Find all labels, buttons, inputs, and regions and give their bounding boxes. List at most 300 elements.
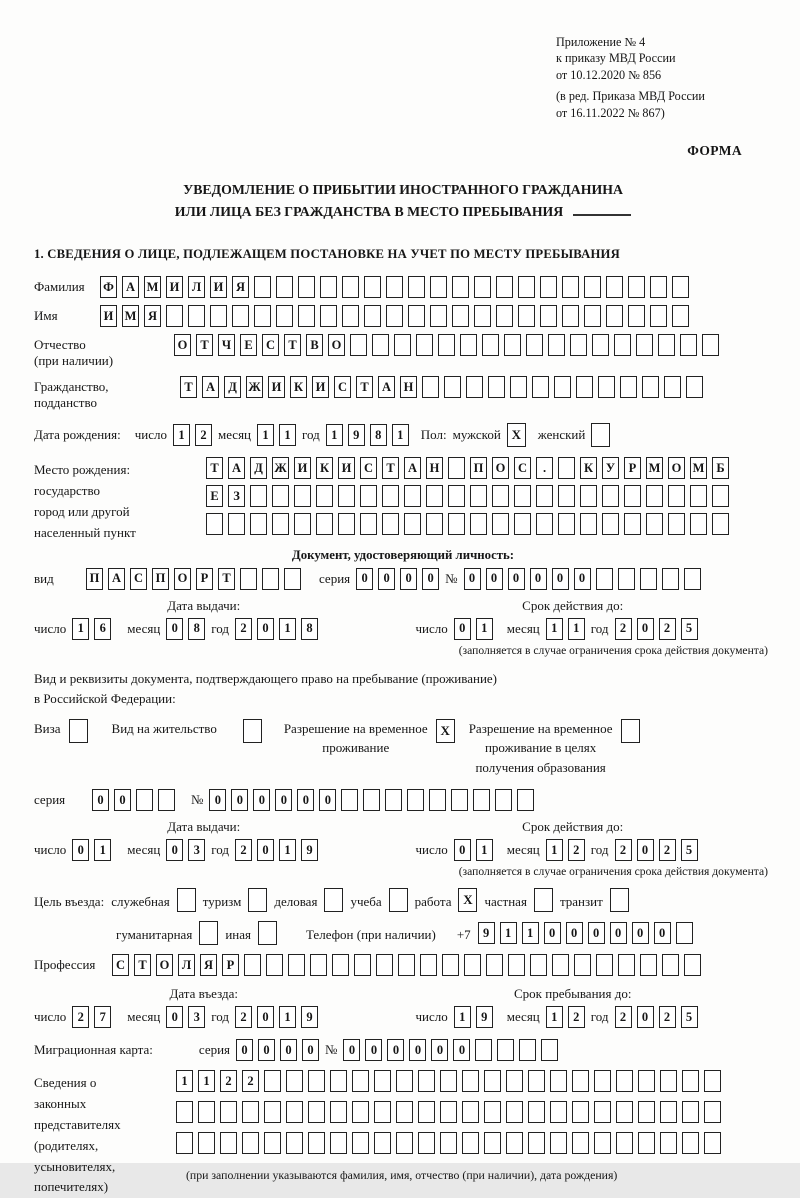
char-cell[interactable] xyxy=(662,568,679,590)
char-cell[interactable] xyxy=(254,305,271,327)
char-cell[interactable] xyxy=(228,513,245,535)
char-cell[interactable] xyxy=(288,954,305,976)
char-cell[interactable] xyxy=(422,376,439,398)
char-cell[interactable] xyxy=(254,276,271,298)
char-cell[interactable]: 1 xyxy=(454,1006,471,1028)
char-cell[interactable] xyxy=(440,1132,457,1154)
char-cell[interactable] xyxy=(558,513,575,535)
char-cell[interactable] xyxy=(576,376,593,398)
char-cell[interactable] xyxy=(363,789,380,811)
char-cell[interactable] xyxy=(264,1132,281,1154)
char-cell[interactable] xyxy=(638,1101,655,1123)
char-cell[interactable] xyxy=(536,513,553,535)
char-cell[interactable]: 1 xyxy=(568,618,585,640)
char-cell[interactable]: 2 xyxy=(195,424,212,446)
char-cell[interactable]: С xyxy=(112,954,129,976)
char-cell[interactable] xyxy=(452,305,469,327)
char-cell[interactable] xyxy=(570,334,587,356)
char-cell[interactable]: 0 xyxy=(637,618,654,640)
char-cell[interactable]: 2 xyxy=(659,618,676,640)
char-cell[interactable] xyxy=(451,789,468,811)
char-cell[interactable]: В xyxy=(306,334,323,356)
char-cell[interactable] xyxy=(376,954,393,976)
char-cell[interactable]: 2 xyxy=(235,839,252,861)
char-cell[interactable] xyxy=(658,334,675,356)
char-cell[interactable] xyxy=(506,1132,523,1154)
char-cell[interactable] xyxy=(352,1070,369,1092)
char-cell[interactable]: С xyxy=(514,457,531,479)
char-cell[interactable]: 0 xyxy=(280,1039,297,1061)
char-cell[interactable] xyxy=(386,276,403,298)
char-cell[interactable] xyxy=(636,334,653,356)
char-cell[interactable]: 0 xyxy=(464,568,481,590)
purpose-study-checkbox[interactable] xyxy=(389,888,408,912)
char-cell[interactable]: 2 xyxy=(659,839,676,861)
char-cell[interactable] xyxy=(374,1101,391,1123)
char-cell[interactable] xyxy=(664,376,681,398)
char-cell[interactable] xyxy=(672,305,689,327)
char-cell[interactable] xyxy=(646,485,663,507)
char-cell[interactable] xyxy=(614,334,631,356)
char-cell[interactable]: 5 xyxy=(681,839,698,861)
char-cell[interactable]: 9 xyxy=(478,922,495,944)
char-cell[interactable] xyxy=(492,513,509,535)
char-cell[interactable] xyxy=(514,513,531,535)
char-cell[interactable]: 1 xyxy=(279,839,296,861)
char-cell[interactable] xyxy=(474,305,491,327)
char-cell[interactable] xyxy=(492,485,509,507)
char-cell[interactable] xyxy=(338,485,355,507)
char-cell[interactable]: А xyxy=(202,376,219,398)
char-cell[interactable] xyxy=(330,1070,347,1092)
char-cell[interactable] xyxy=(284,568,301,590)
char-cell[interactable]: 0 xyxy=(114,789,131,811)
char-cell[interactable] xyxy=(580,513,597,535)
char-cell[interactable] xyxy=(510,376,527,398)
char-cell[interactable]: 0 xyxy=(275,789,292,811)
char-cell[interactable] xyxy=(596,954,613,976)
char-cell[interactable]: Р xyxy=(196,568,213,590)
char-cell[interactable] xyxy=(452,276,469,298)
char-cell[interactable] xyxy=(266,954,283,976)
char-cell[interactable] xyxy=(528,1132,545,1154)
char-cell[interactable] xyxy=(640,568,657,590)
char-cell[interactable] xyxy=(294,513,311,535)
char-cell[interactable]: 0 xyxy=(453,1039,470,1061)
char-cell[interactable]: 1 xyxy=(173,424,190,446)
char-cell[interactable]: О xyxy=(156,954,173,976)
char-cell[interactable] xyxy=(286,1132,303,1154)
char-cell[interactable]: 0 xyxy=(297,789,314,811)
char-cell[interactable] xyxy=(562,305,579,327)
char-cell[interactable]: 1 xyxy=(279,618,296,640)
char-cell[interactable] xyxy=(552,954,569,976)
char-cell[interactable]: 8 xyxy=(188,618,205,640)
char-cell[interactable] xyxy=(558,457,575,479)
sex-male-checkbox[interactable]: X xyxy=(507,423,526,447)
char-cell[interactable]: 3 xyxy=(188,839,205,861)
char-cell[interactable] xyxy=(475,1039,492,1061)
char-cell[interactable] xyxy=(364,305,381,327)
char-cell[interactable]: 0 xyxy=(92,789,109,811)
char-cell[interactable] xyxy=(624,485,641,507)
char-cell[interactable]: З xyxy=(228,485,245,507)
char-cell[interactable]: 1 xyxy=(500,922,517,944)
char-cell[interactable]: О xyxy=(174,568,191,590)
char-cell[interactable] xyxy=(407,789,424,811)
char-cell[interactable]: Л xyxy=(178,954,195,976)
char-cell[interactable] xyxy=(508,954,525,976)
char-cell[interactable]: 1 xyxy=(546,839,563,861)
char-cell[interactable]: 0 xyxy=(253,789,270,811)
char-cell[interactable]: 2 xyxy=(235,618,252,640)
char-cell[interactable]: 9 xyxy=(348,424,365,446)
char-cell[interactable]: 8 xyxy=(370,424,387,446)
char-cell[interactable]: 3 xyxy=(188,1006,205,1028)
temp-residence-edu-checkbox[interactable] xyxy=(621,719,640,743)
char-cell[interactable]: Р xyxy=(222,954,239,976)
char-cell[interactable]: 0 xyxy=(574,568,591,590)
char-cell[interactable]: Е xyxy=(206,485,223,507)
char-cell[interactable] xyxy=(680,334,697,356)
char-cell[interactable] xyxy=(294,485,311,507)
char-cell[interactable] xyxy=(572,1132,589,1154)
char-cell[interactable]: 0 xyxy=(236,1039,253,1061)
char-cell[interactable] xyxy=(682,1070,699,1092)
char-cell[interactable]: 0 xyxy=(365,1039,382,1061)
char-cell[interactable] xyxy=(308,1070,325,1092)
char-cell[interactable] xyxy=(298,276,315,298)
char-cell[interactable] xyxy=(364,276,381,298)
char-cell[interactable] xyxy=(240,568,257,590)
char-cell[interactable] xyxy=(650,276,667,298)
char-cell[interactable]: 1 xyxy=(546,1006,563,1028)
char-cell[interactable] xyxy=(660,1070,677,1092)
char-cell[interactable] xyxy=(372,334,389,356)
char-cell[interactable]: 0 xyxy=(166,618,183,640)
char-cell[interactable]: 0 xyxy=(72,839,89,861)
char-cell[interactable]: К xyxy=(580,457,597,479)
char-cell[interactable]: 9 xyxy=(301,839,318,861)
char-cell[interactable] xyxy=(530,954,547,976)
char-cell[interactable] xyxy=(136,789,153,811)
char-cell[interactable]: 1 xyxy=(257,424,274,446)
char-cell[interactable]: 0 xyxy=(302,1039,319,1061)
char-cell[interactable] xyxy=(470,513,487,535)
char-cell[interactable] xyxy=(264,1070,281,1092)
char-cell[interactable] xyxy=(272,485,289,507)
char-cell[interactable] xyxy=(616,1070,633,1092)
char-cell[interactable] xyxy=(416,334,433,356)
char-cell[interactable]: Я xyxy=(232,276,249,298)
char-cell[interactable] xyxy=(250,513,267,535)
char-cell[interactable]: Т xyxy=(284,334,301,356)
char-cell[interactable]: Д xyxy=(250,457,267,479)
char-cell[interactable] xyxy=(198,1132,215,1154)
char-cell[interactable] xyxy=(385,789,402,811)
char-cell[interactable]: Р xyxy=(624,457,641,479)
char-cell[interactable]: Ф xyxy=(100,276,117,298)
char-cell[interactable]: 0 xyxy=(610,922,627,944)
char-cell[interactable] xyxy=(684,568,701,590)
char-cell[interactable] xyxy=(514,485,531,507)
char-cell[interactable] xyxy=(408,276,425,298)
char-cell[interactable]: Б xyxy=(712,457,729,479)
purpose-tourism-checkbox[interactable] xyxy=(248,888,267,912)
char-cell[interactable]: 1 xyxy=(198,1070,215,1092)
char-cell[interactable] xyxy=(352,1101,369,1123)
char-cell[interactable] xyxy=(360,485,377,507)
char-cell[interactable]: П xyxy=(152,568,169,590)
char-cell[interactable] xyxy=(548,334,565,356)
char-cell[interactable] xyxy=(682,1132,699,1154)
char-cell[interactable] xyxy=(598,376,615,398)
char-cell[interactable]: О xyxy=(668,457,685,479)
char-cell[interactable] xyxy=(474,276,491,298)
char-cell[interactable]: 1 xyxy=(279,424,296,446)
char-cell[interactable] xyxy=(541,1039,558,1061)
char-cell[interactable] xyxy=(484,1070,501,1092)
char-cell[interactable] xyxy=(682,1101,699,1123)
char-cell[interactable]: 0 xyxy=(454,839,471,861)
char-cell[interactable] xyxy=(418,1101,435,1123)
char-cell[interactable] xyxy=(442,954,459,976)
char-cell[interactable] xyxy=(506,1101,523,1123)
char-cell[interactable] xyxy=(176,1101,193,1123)
char-cell[interactable] xyxy=(448,513,465,535)
char-cell[interactable]: 0 xyxy=(588,922,605,944)
char-cell[interactable] xyxy=(596,568,613,590)
char-cell[interactable]: 8 xyxy=(301,618,318,640)
char-cell[interactable] xyxy=(382,513,399,535)
visa-checkbox[interactable] xyxy=(69,719,88,743)
char-cell[interactable]: 0 xyxy=(356,568,373,590)
char-cell[interactable] xyxy=(684,954,701,976)
char-cell[interactable] xyxy=(642,376,659,398)
char-cell[interactable]: А xyxy=(378,376,395,398)
char-cell[interactable] xyxy=(430,276,447,298)
char-cell[interactable] xyxy=(342,276,359,298)
char-cell[interactable] xyxy=(528,1070,545,1092)
char-cell[interactable]: 0 xyxy=(454,618,471,640)
char-cell[interactable]: М xyxy=(122,305,139,327)
char-cell[interactable]: Т xyxy=(196,334,213,356)
char-cell[interactable]: 0 xyxy=(209,789,226,811)
char-cell[interactable]: П xyxy=(86,568,103,590)
char-cell[interactable]: 1 xyxy=(476,618,493,640)
char-cell[interactable] xyxy=(620,376,637,398)
char-cell[interactable]: 0 xyxy=(654,922,671,944)
char-cell[interactable]: 0 xyxy=(552,568,569,590)
purpose-other-checkbox[interactable] xyxy=(258,921,277,945)
char-cell[interactable]: 1 xyxy=(279,1006,296,1028)
char-cell[interactable] xyxy=(462,1132,479,1154)
char-cell[interactable]: 2 xyxy=(615,1006,632,1028)
char-cell[interactable]: 2 xyxy=(220,1070,237,1092)
char-cell[interactable] xyxy=(444,376,461,398)
char-cell[interactable]: У xyxy=(602,457,619,479)
char-cell[interactable]: М xyxy=(690,457,707,479)
char-cell[interactable] xyxy=(638,1132,655,1154)
char-cell[interactable]: 0 xyxy=(231,789,248,811)
purpose-business-checkbox[interactable] xyxy=(324,888,343,912)
char-cell[interactable] xyxy=(176,1132,193,1154)
char-cell[interactable] xyxy=(440,1070,457,1092)
char-cell[interactable] xyxy=(264,1101,281,1123)
char-cell[interactable]: 0 xyxy=(258,1039,275,1061)
char-cell[interactable]: 1 xyxy=(476,839,493,861)
char-cell[interactable] xyxy=(662,954,679,976)
char-cell[interactable] xyxy=(316,513,333,535)
char-cell[interactable] xyxy=(580,485,597,507)
char-cell[interactable]: 9 xyxy=(476,1006,493,1028)
char-cell[interactable]: О xyxy=(328,334,345,356)
char-cell[interactable] xyxy=(244,954,261,976)
char-cell[interactable] xyxy=(374,1070,391,1092)
char-cell[interactable] xyxy=(488,376,505,398)
char-cell[interactable] xyxy=(668,513,685,535)
char-cell[interactable] xyxy=(242,1101,259,1123)
char-cell[interactable] xyxy=(332,954,349,976)
purpose-service-checkbox[interactable] xyxy=(177,888,196,912)
char-cell[interactable] xyxy=(418,1070,435,1092)
char-cell[interactable] xyxy=(628,276,645,298)
char-cell[interactable]: 0 xyxy=(566,922,583,944)
char-cell[interactable] xyxy=(404,485,421,507)
char-cell[interactable] xyxy=(382,485,399,507)
char-cell[interactable] xyxy=(426,485,443,507)
char-cell[interactable] xyxy=(606,276,623,298)
char-cell[interactable] xyxy=(540,276,557,298)
char-cell[interactable] xyxy=(242,1132,259,1154)
char-cell[interactable] xyxy=(660,1132,677,1154)
char-cell[interactable]: А xyxy=(108,568,125,590)
char-cell[interactable] xyxy=(550,1070,567,1092)
char-cell[interactable] xyxy=(495,789,512,811)
char-cell[interactable] xyxy=(426,513,443,535)
char-cell[interactable] xyxy=(484,1132,501,1154)
char-cell[interactable]: 0 xyxy=(257,618,274,640)
char-cell[interactable] xyxy=(628,305,645,327)
char-cell[interactable] xyxy=(418,1132,435,1154)
char-cell[interactable]: Т xyxy=(180,376,197,398)
char-cell[interactable] xyxy=(496,276,513,298)
temp-residence-checkbox[interactable]: X xyxy=(436,719,455,743)
char-cell[interactable] xyxy=(704,1070,721,1092)
char-cell[interactable]: 2 xyxy=(615,839,632,861)
char-cell[interactable] xyxy=(198,1101,215,1123)
char-cell[interactable]: 0 xyxy=(508,568,525,590)
char-cell[interactable]: 1 xyxy=(522,922,539,944)
char-cell[interactable]: М xyxy=(144,276,161,298)
char-cell[interactable] xyxy=(562,276,579,298)
char-cell[interactable] xyxy=(408,305,425,327)
char-cell[interactable] xyxy=(624,513,641,535)
char-cell[interactable] xyxy=(464,954,481,976)
char-cell[interactable] xyxy=(640,954,657,976)
char-cell[interactable]: 0 xyxy=(422,568,439,590)
char-cell[interactable]: 0 xyxy=(166,839,183,861)
char-cell[interactable]: С xyxy=(262,334,279,356)
char-cell[interactable]: 0 xyxy=(343,1039,360,1061)
char-cell[interactable]: 9 xyxy=(301,1006,318,1028)
char-cell[interactable] xyxy=(584,305,601,327)
char-cell[interactable]: М xyxy=(646,457,663,479)
char-cell[interactable]: И xyxy=(312,376,329,398)
char-cell[interactable] xyxy=(404,513,421,535)
char-cell[interactable]: 0 xyxy=(378,568,395,590)
char-cell[interactable] xyxy=(572,1070,589,1092)
char-cell[interactable] xyxy=(616,1132,633,1154)
char-cell[interactable] xyxy=(506,1070,523,1092)
char-cell[interactable] xyxy=(394,334,411,356)
char-cell[interactable]: Т xyxy=(382,457,399,479)
char-cell[interactable] xyxy=(482,334,499,356)
char-cell[interactable]: 0 xyxy=(431,1039,448,1061)
char-cell[interactable]: 2 xyxy=(659,1006,676,1028)
char-cell[interactable] xyxy=(462,1070,479,1092)
char-cell[interactable]: С xyxy=(130,568,147,590)
char-cell[interactable]: 0 xyxy=(257,839,274,861)
char-cell[interactable] xyxy=(690,513,707,535)
char-cell[interactable]: И xyxy=(268,376,285,398)
char-cell[interactable] xyxy=(286,1070,303,1092)
char-cell[interactable] xyxy=(497,1039,514,1061)
char-cell[interactable]: 2 xyxy=(72,1006,89,1028)
char-cell[interactable]: Н xyxy=(400,376,417,398)
char-cell[interactable] xyxy=(592,334,609,356)
char-cell[interactable] xyxy=(188,305,205,327)
char-cell[interactable] xyxy=(276,305,293,327)
purpose-transit-checkbox[interactable] xyxy=(610,888,629,912)
char-cell[interactable]: А xyxy=(404,457,421,479)
char-cell[interactable]: 0 xyxy=(319,789,336,811)
char-cell[interactable] xyxy=(286,1101,303,1123)
char-cell[interactable] xyxy=(594,1101,611,1123)
char-cell[interactable] xyxy=(396,1070,413,1092)
char-cell[interactable]: И xyxy=(294,457,311,479)
char-cell[interactable] xyxy=(519,1039,536,1061)
char-cell[interactable]: Я xyxy=(200,954,217,976)
char-cell[interactable]: 2 xyxy=(242,1070,259,1092)
residence-permit-checkbox[interactable] xyxy=(243,719,262,743)
sex-female-checkbox[interactable] xyxy=(591,423,610,447)
char-cell[interactable]: Т xyxy=(134,954,151,976)
char-cell[interactable] xyxy=(310,954,327,976)
char-cell[interactable] xyxy=(676,922,693,944)
char-cell[interactable]: К xyxy=(290,376,307,398)
char-cell[interactable] xyxy=(686,376,703,398)
char-cell[interactable] xyxy=(316,485,333,507)
char-cell[interactable] xyxy=(374,1132,391,1154)
char-cell[interactable] xyxy=(672,276,689,298)
char-cell[interactable] xyxy=(554,376,571,398)
char-cell[interactable] xyxy=(602,513,619,535)
char-cell[interactable] xyxy=(272,513,289,535)
char-cell[interactable] xyxy=(558,485,575,507)
char-cell[interactable]: 0 xyxy=(486,568,503,590)
char-cell[interactable]: 0 xyxy=(400,568,417,590)
char-cell[interactable]: Л xyxy=(188,276,205,298)
char-cell[interactable]: 1 xyxy=(392,424,409,446)
char-cell[interactable]: И xyxy=(166,276,183,298)
char-cell[interactable] xyxy=(712,513,729,535)
char-cell[interactable]: 1 xyxy=(72,618,89,640)
char-cell[interactable] xyxy=(350,334,367,356)
char-cell[interactable] xyxy=(438,334,455,356)
char-cell[interactable]: 2 xyxy=(235,1006,252,1028)
char-cell[interactable] xyxy=(660,1101,677,1123)
